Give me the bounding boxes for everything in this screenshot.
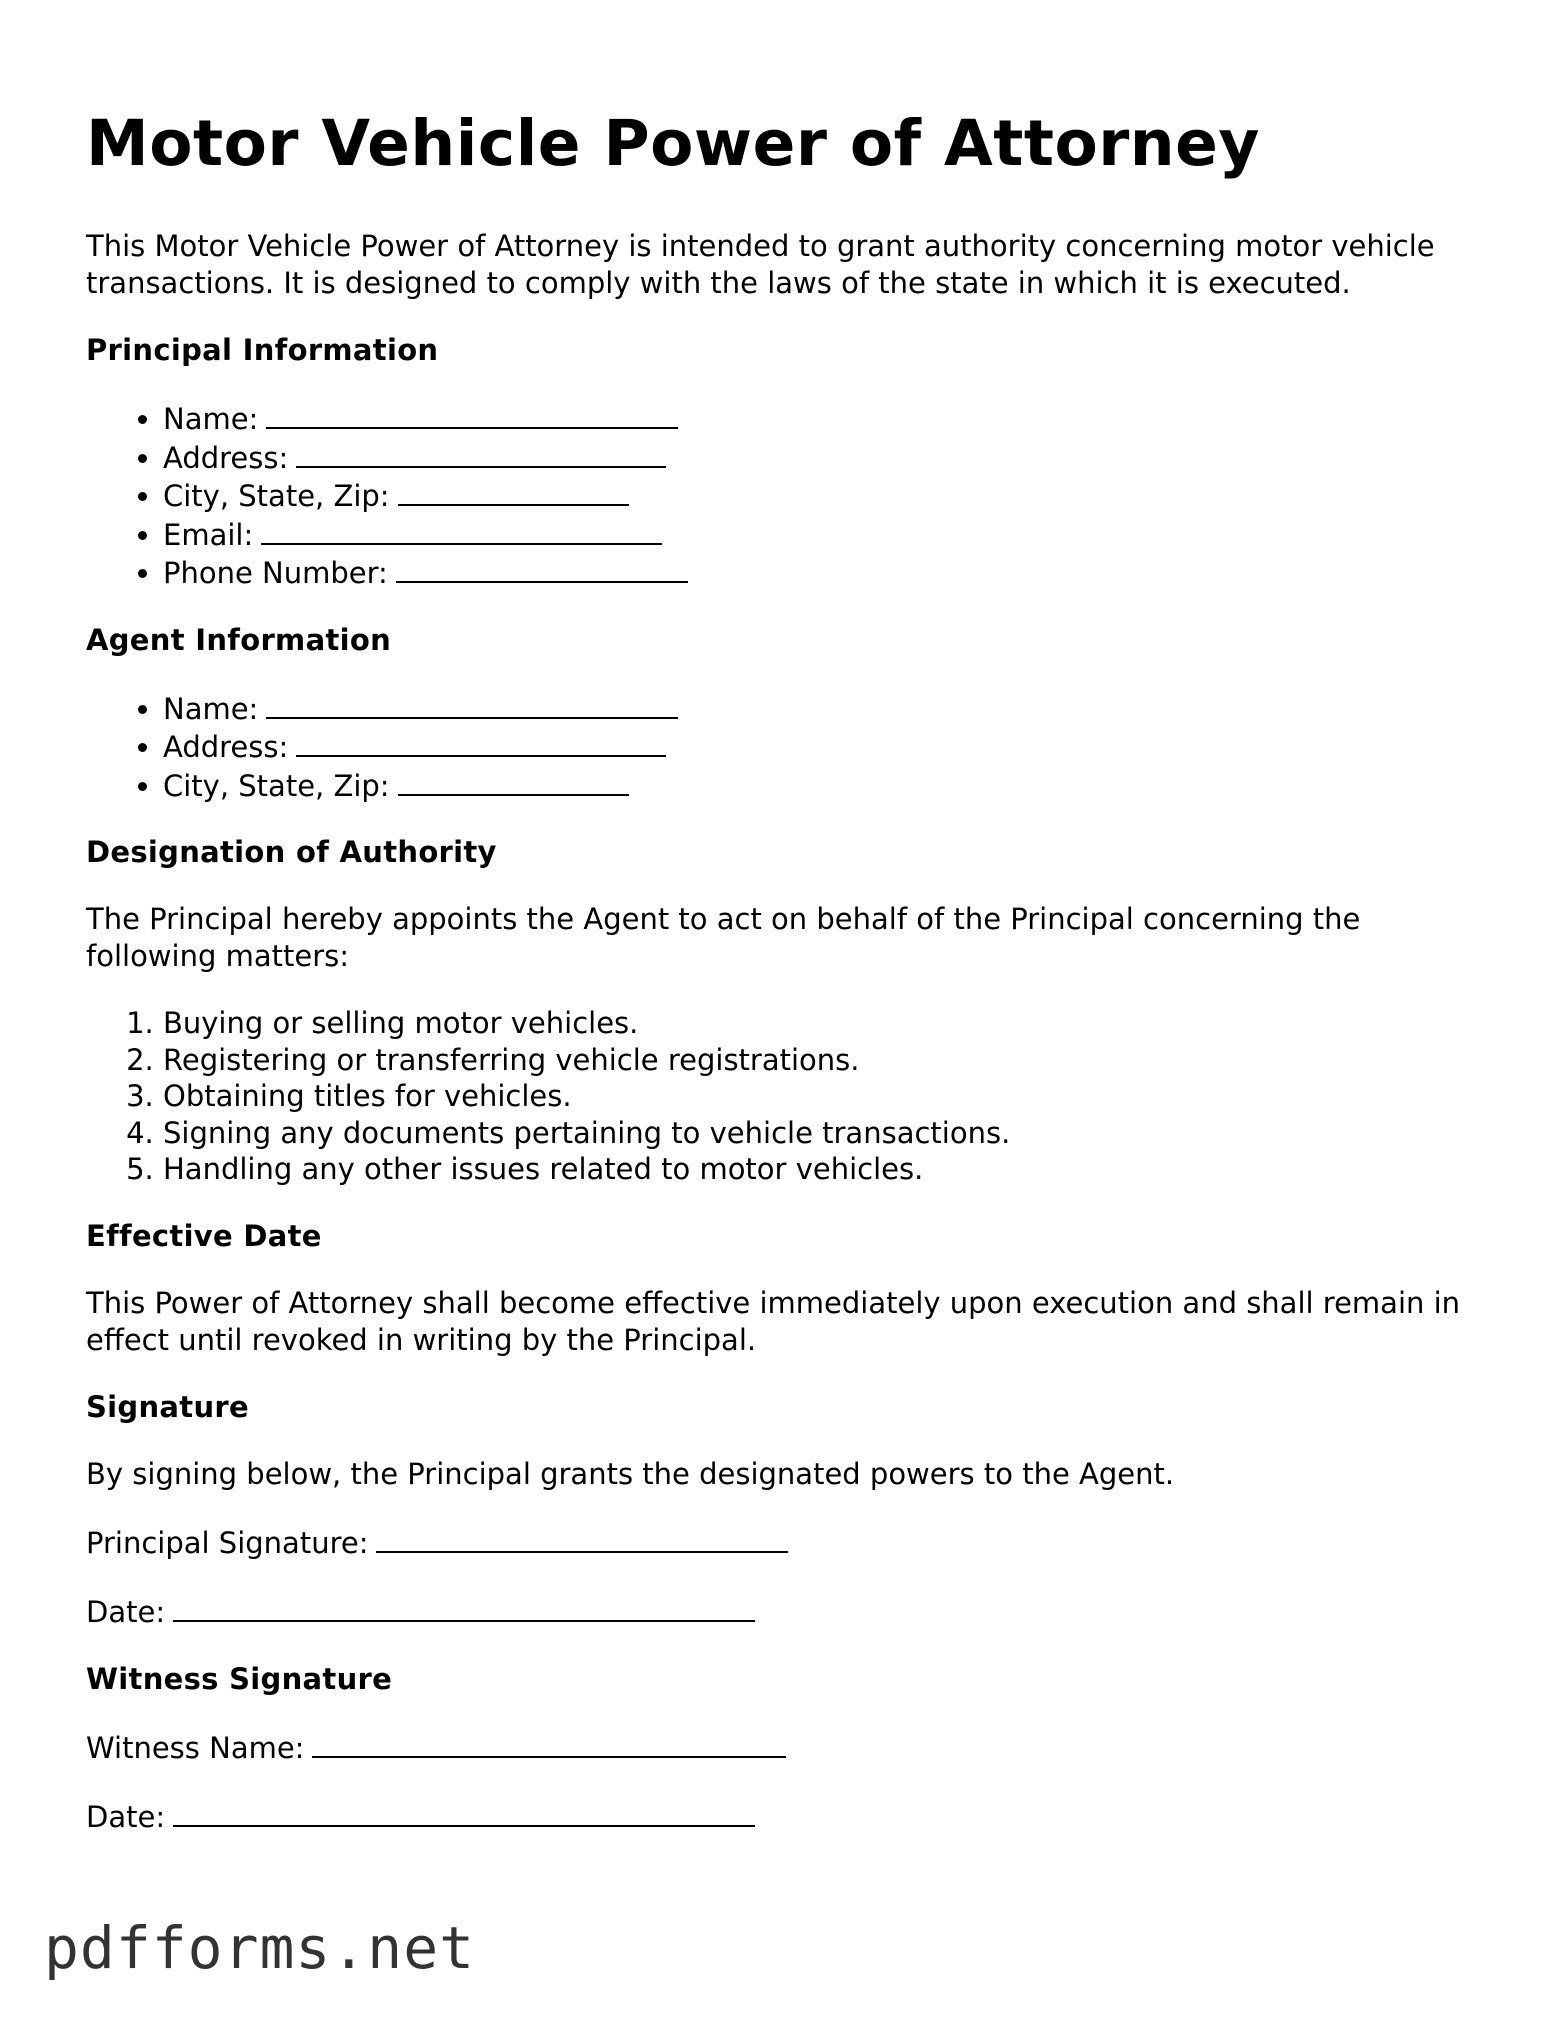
list-item xyxy=(163,515,1486,554)
list-item xyxy=(163,689,1486,728)
agent-address-field[interactable] xyxy=(296,727,666,757)
list-item xyxy=(163,553,1486,592)
principal-signature-field[interactable] xyxy=(376,1523,788,1553)
agent-fields-list xyxy=(86,689,1486,805)
signature-paragraph: By signing below, the Principal grants the designated powers to the Agent. xyxy=(86,1456,1175,1491)
witness-heading: Witness Signature xyxy=(86,1661,393,1696)
list-item: 2. Registering or transferring vehicle registrations. xyxy=(163,1042,1486,1079)
agent-name-field[interactable] xyxy=(266,689,678,719)
list-item: 1. Buying or selling motor vehicles. xyxy=(163,1005,1486,1042)
field-label: Email: xyxy=(163,517,254,552)
agent-city-field[interactable] xyxy=(398,766,629,796)
principal-phone-field[interactable] xyxy=(396,553,688,583)
principal-signature-row xyxy=(86,1523,1486,1562)
list-item: 5. Handling any other issues related to motor vehicles. xyxy=(163,1151,1486,1188)
field-label: Name: xyxy=(163,402,259,436)
field-label: Date: xyxy=(86,1799,166,1834)
principal-date-row xyxy=(86,1592,1486,1631)
principal-city-field[interactable] xyxy=(398,476,629,506)
authority-paragraph: The Principal hereby appoints the Agent to act on behalf of the Principal concerning the following matters: xyxy=(86,902,1361,973)
list-item: 3. Obtaining titles for vehicles. xyxy=(163,1078,1486,1115)
witness-name-field[interactable] xyxy=(312,1728,786,1758)
field-label: Address: xyxy=(163,440,289,475)
principal-address-field[interactable] xyxy=(296,438,666,468)
field-label: City, State, Zip: xyxy=(163,768,390,803)
list-item xyxy=(163,727,1486,766)
signature-heading: Signature xyxy=(86,1389,249,1424)
document-page xyxy=(86,104,1486,1866)
list-item xyxy=(163,438,1486,477)
field-label: Witness Name: xyxy=(86,1730,305,1765)
effective-paragraph: This Power of Attorney shall become effective immediately upon execution and shall remain in effect until revoked in writing by the Principal. xyxy=(86,1285,1461,1357)
principal-email-field[interactable] xyxy=(261,515,662,545)
field-label: City, State, Zip: xyxy=(163,479,390,513)
authority-list xyxy=(86,1005,1486,1188)
page-title: Motor Vehicle Power of Attorney xyxy=(86,107,1260,180)
intro-paragraph: This Motor Vehicle Power of Attorney is intended to grant authority concerning motor vehicle transactions. It is designed to comply with the laws of the state in which it is executed. xyxy=(86,229,1435,300)
witness-date-row xyxy=(86,1797,1486,1836)
list-item xyxy=(163,766,1486,805)
list-item: 4. Signing any documents pertaining to vehicle transactions. xyxy=(163,1115,1486,1152)
field-label: Principal Signature: xyxy=(86,1525,369,1560)
field-label: Date: xyxy=(86,1594,166,1629)
principal-fields-list xyxy=(86,399,1486,592)
field-label: Name: xyxy=(163,691,259,726)
list-item xyxy=(163,399,1486,438)
principal-name-field[interactable] xyxy=(266,399,678,429)
watermark-logo: pdfforms.net xyxy=(44,1914,476,1982)
authority-heading: Designation of Authority xyxy=(86,835,497,869)
effective-heading: Effective Date xyxy=(86,1218,322,1253)
principal-date-field[interactable] xyxy=(173,1592,755,1622)
witness-name-row xyxy=(86,1728,1486,1767)
principal-heading: Principal Information xyxy=(86,333,439,367)
witness-date-field[interactable] xyxy=(173,1797,755,1827)
field-label: Address: xyxy=(163,730,289,764)
list-item xyxy=(163,476,1486,515)
field-label: Phone Number: xyxy=(163,556,388,590)
agent-heading: Agent Information xyxy=(86,622,392,657)
